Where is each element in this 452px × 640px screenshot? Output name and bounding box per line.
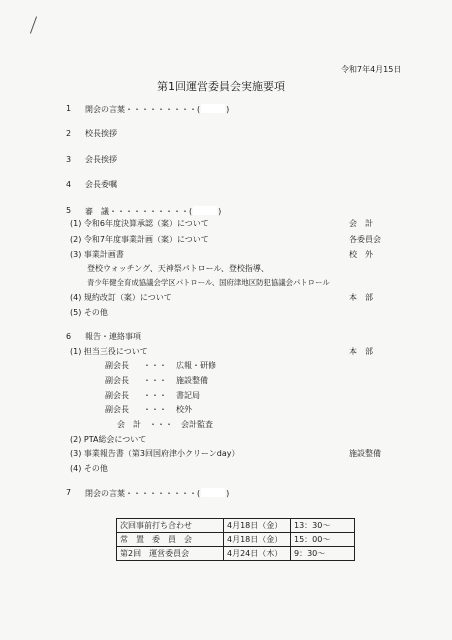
schedule-date: 4月18日（金） (224, 519, 291, 533)
item-5-sub-5: (5) その他 (70, 308, 108, 317)
item-2-number: 2 (66, 129, 72, 138)
schedule-time: 15：00～ (291, 533, 355, 547)
item-6-sub-4: (4) その他 (70, 464, 108, 473)
item-2-text: 校長挨拶 (85, 129, 117, 138)
role-4-title: 副会長 (105, 405, 129, 414)
item-5-sub-3-detail-2: 青少年健全育成協議会学区パトロール、国府津地区防犯協議会パトロール (87, 278, 330, 287)
role-1-dots: ・・・ (143, 361, 167, 370)
item-5-sub-1-resp: 会 計 (349, 219, 373, 228)
item-4-text: 会長委嘱 (85, 180, 117, 189)
role-2-duty: 施設整備 (176, 376, 208, 385)
role-5-dots: ・・・ (149, 420, 173, 429)
role-4-dots: ・・・ (143, 405, 167, 414)
item-5-sub-1: (1) 令和6年度決算承認（案）について (70, 219, 209, 228)
item-5-sub-3-detail-1: 登校ウォッチング、天神祭パトロール、登校指導、 (87, 264, 269, 273)
role-2-dots: ・・・ (143, 376, 167, 385)
role-1-duty: 広報・研修 (176, 361, 216, 370)
role-1-title: 副会長 (105, 361, 129, 370)
schedule-row (117, 547, 355, 561)
schedule-time: 13：30～ (291, 519, 355, 533)
schedule-event: 次回事前打ち合わせ (117, 519, 224, 533)
item-6-sub-3-resp: 施設整備 (349, 449, 381, 458)
item-5-sub-2: (2) 令和7年度事業計画（案）について (70, 235, 209, 244)
item-3-text: 会長挨拶 (85, 155, 117, 164)
item-5-number: 5 (66, 206, 72, 215)
item-5-text: 審 議・・・・・・・・・・( ) (85, 207, 222, 216)
role-3-title: 副会長 (105, 391, 129, 400)
role-5-duty: 会計監査 (181, 420, 213, 429)
item-6-sub-1: (1) 担当三役について (70, 347, 148, 356)
item-5-sub-3: (3) 事業計画書 (70, 250, 124, 259)
item-6-sub-2: (2) PTA総会について (70, 435, 147, 444)
item-3-number: 3 (66, 155, 72, 164)
item-6-number: 6 (66, 332, 72, 341)
document-date: 令和7年4月15日 (341, 65, 402, 74)
item-5-sub-4: (4) 規約改訂（案）について (70, 293, 172, 302)
role-4-duty: 校外 (176, 405, 192, 414)
item-4-number: 4 (66, 180, 72, 189)
item-6-sub-1-resp: 本 部 (349, 347, 373, 356)
role-3-duty: 書記局 (176, 391, 200, 400)
schedule-date: 4月18日（金） (224, 533, 291, 547)
item-5-sub-2-resp: 各委員会 (349, 235, 381, 244)
role-2-title: 副会長 (105, 376, 129, 385)
schedule-event: 第2回 運営委員会 (117, 547, 224, 561)
item-7-number: 7 (66, 488, 72, 497)
role-5-title: 会 計 (117, 420, 141, 429)
item-1-number: 1 (66, 104, 72, 113)
item-5-sub-4-resp: 本 部 (349, 293, 373, 302)
schedule-row (117, 519, 355, 533)
schedule-table (116, 518, 355, 561)
item-6-sub-3: (3) 事業報告書（第3回国府津小クリーンday） (70, 449, 240, 458)
item-1-text: 開会の言葉・・・・・・・・・( ) (85, 105, 230, 114)
scan-mark (30, 16, 37, 33)
schedule-event: 常 置 委 員 会 (117, 533, 224, 547)
schedule-row (117, 533, 355, 547)
document-title: 第1回運営委員会実施要項 (157, 80, 285, 93)
item-6-text: 報告・連絡事項 (85, 332, 141, 341)
role-3-dots: ・・・ (143, 391, 167, 400)
item-7-text: 閉会の言葉・・・・・・・・・( ) (85, 489, 230, 498)
schedule-date: 4月24日（木） (224, 547, 291, 561)
item-5-sub-3-resp: 校 外 (349, 250, 373, 259)
schedule-time: 9：30～ (291, 547, 355, 561)
